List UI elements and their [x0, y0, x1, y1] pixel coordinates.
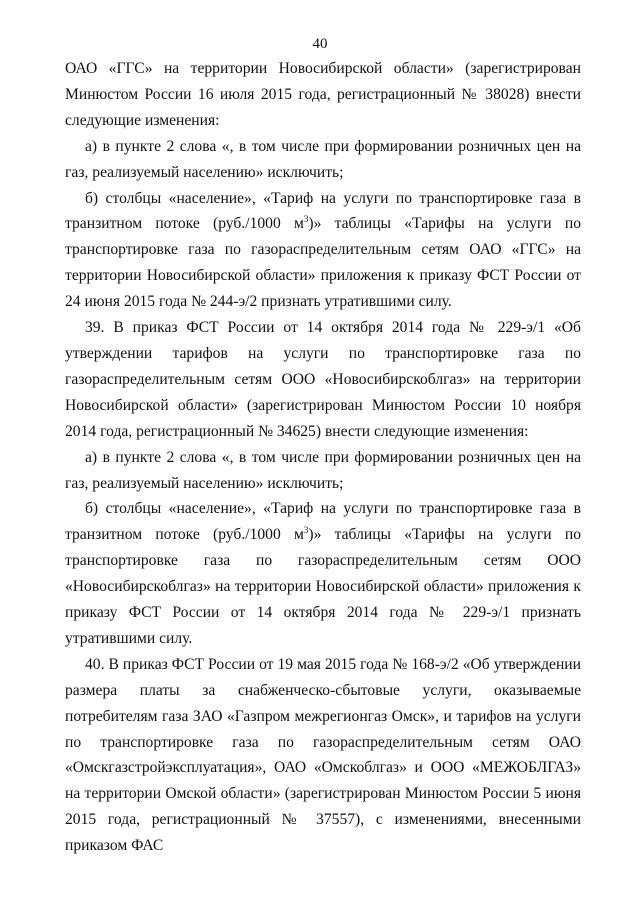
paragraph	[65, 56, 581, 134]
paragraph	[65, 315, 581, 445]
superscript-text: 3	[303, 214, 309, 225]
paragraph-text: ОАО «ГГС» на территории Новосибирской области» (зарегистрирован Минюстом России 16 июля 2015 года, регистрационный № 38028) внести следующие изменения:	[65, 60, 581, 129]
paragraph	[65, 445, 581, 497]
paragraph-text: а) в пункте 2 слова «, в том числе при формировании розничных цен на газ, реализуемый населению» исключить;	[65, 448, 581, 492]
paragraph-text: а) в пункте 2 слова «, в том числе при формировании розничных цен на газ, реализуемый населению» исключить;	[65, 137, 581, 181]
superscript-text: 3	[303, 525, 309, 536]
paragraph	[65, 134, 581, 186]
paragraph-text: б) столбцы «население», «Тариф на услуги по транспортировке газа в транзитном потоке (руб./1000 м	[65, 189, 581, 233]
paragraph-text: 39. В приказ ФСТ России от 14 октября 2014 года № 229-э/1 «Об утверждении тарифов на услуги по транспортировке газа по газораспределительным сетям ООО «Новосибирскоблгаз» на территории Новосибирской области» (зарегистрирован Минюстом России 10 ноября 2014 года, регистрационный № 34625) внести следующие изменения:	[65, 319, 581, 440]
paragraph	[65, 496, 581, 651]
document-body	[65, 56, 581, 859]
paragraph	[65, 652, 581, 859]
paragraph-text: б) столбцы «население», «Тариф на услуги по транспортировке газа в транзитном потоке (руб./1000 м	[65, 500, 581, 544]
page-number: 40	[312, 36, 328, 52]
paragraph	[65, 186, 581, 316]
paragraph-text: 40. В приказ ФСТ России от 19 мая 2015 года № 168-э/2 «Об утверждении размера платы за снабженческо-сбытовые услуги, оказываемые потребителям газа ЗАО «Газпром межрегионгаз Омск», и тарифов на услуги по транспортировке газа по газораспределительным сетям ОАО «Омскгазстройэксплуатация», ОАО «Омскоблгаз» и ООО «МЕЖОБЛГАЗ» на территории Омской области» (зарегистрирован Минюстом России 5 июня 2015 года, регистрационный № 37557), с изменениями, внесенными приказом ФАС	[65, 655, 581, 855]
paragraph-text: )» таблицы «Тарифы на услуги по транспортировке газа по газораспределительным сетям ОАО «ГГС» на территории Новосибирской области» приложения к приказу ФСТ России от 24 июня 2015 года № 244-э/2 признать утратившими силу.	[65, 215, 582, 311]
paragraph-text: )» таблицы «Тарифы на услуги по транспортировке газа по газораспределительным сетям ООО «Новосибирскоблгаз» на территории Новосибирской области» приложения к приказу ФСТ России от 14 октября 2014 года № 229-э/1 признать утратившими силу.	[65, 526, 582, 647]
